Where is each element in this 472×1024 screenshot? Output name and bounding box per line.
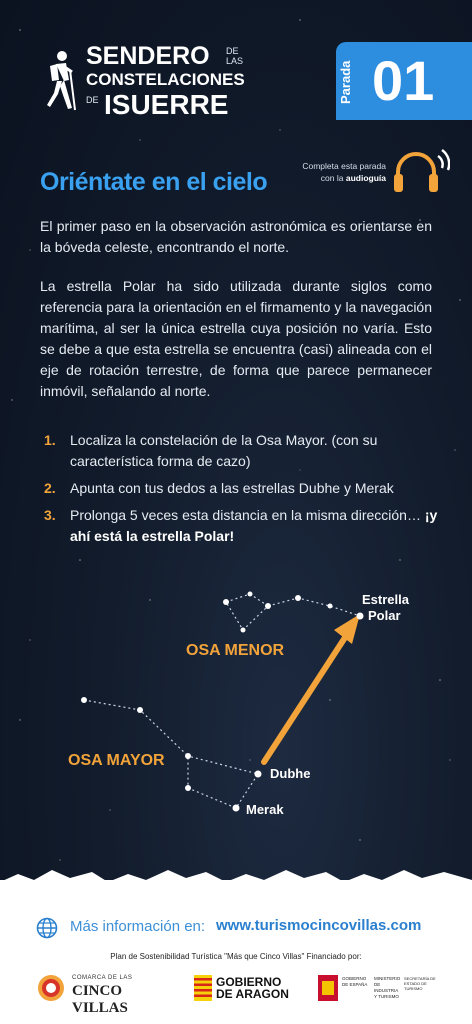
polar-paragraph: La estrella Polar ha sido utilizada durante siglos como referencia para la orientación en el firmamento y la navegación marítima, al ser la única estrella cuya posición no varía. Esto se debe a que esta estrella se encuentra (casi) alineada con el eje de rotación terrestre, de forma que parece permanecer inmóvil, señalando al norte.	[40, 278, 432, 399]
sendero-logo	[42, 44, 257, 124]
step-text: Localiza la constelación de la Osa Mayor. (con su característica forma de cazo)	[70, 432, 378, 469]
polar-label-line1: Estrella	[362, 592, 409, 607]
info-label: Más información en:	[70, 918, 206, 935]
logo-constelaciones: CONSTELACIONES	[86, 70, 245, 89]
stop-label: Parada	[338, 60, 353, 104]
merak-label: Merak	[246, 802, 284, 817]
secretaria-text: SECRETARÍA DE ESTADO DE TURISMO	[404, 976, 436, 991]
gobierno-aragon-line1: GOBIERNO	[216, 975, 282, 989]
audio-note-bold: audioguía	[345, 173, 386, 183]
logo-isuerre: ISUERRE	[104, 89, 229, 120]
sponsor-logos	[0, 966, 472, 1016]
step-text: Prolonga 5 veces esta distancia en la misma dirección…	[70, 507, 425, 523]
section-title: Oriéntate en el cielo	[40, 168, 268, 196]
intro-paragraph: El primer paso en la observación astronómica es orientarse en la bóveda celeste, encontrando el norte.	[40, 218, 432, 255]
logo-de: DE	[86, 95, 99, 105]
globe-icon	[36, 917, 58, 939]
torn-paper-edge	[0, 858, 472, 898]
website-link[interactable]: www.turismocincovillas.com	[216, 917, 422, 934]
list-item	[40, 430, 440, 472]
gobierno-aragon-line2: DE ARAGON	[216, 987, 289, 1001]
more-info	[36, 912, 456, 942]
hiker-icon	[42, 50, 82, 112]
osa-mayor-label: OSA MAYOR	[68, 752, 165, 769]
funding-note: Plan de Sostenibilidad Turística "Más que Cinco Villas" Financiado por:	[110, 952, 362, 961]
gobierno-aragon-logo	[194, 972, 294, 1006]
aragon-flag-icon	[194, 975, 212, 1001]
constellation-diagram	[0, 570, 472, 860]
list-item	[40, 505, 440, 547]
step-number: 1.	[44, 432, 56, 448]
osa-menor-label: OSA MENOR	[186, 642, 285, 659]
audio-guide-note	[280, 160, 386, 184]
sun-icon	[36, 973, 66, 1003]
comarca-cinco-villas-logo	[36, 970, 166, 1016]
stop-badge	[336, 42, 472, 120]
comarca-small: COMARCA DE LAS	[72, 975, 133, 981]
polar-label	[362, 592, 409, 624]
logo-de-las: DE LAS	[226, 46, 244, 66]
comarca-name: CINCO VILLAS	[72, 983, 128, 1016]
dubhe-label: Dubhe	[270, 766, 311, 781]
logo-sendero: SENDERO	[86, 42, 210, 70]
coat-of-arms-icon	[318, 975, 338, 1001]
stop-number: 01	[372, 49, 435, 112]
gob-espana-text: GOBIERNO DE ESPAÑA	[342, 976, 368, 987]
headphones-icon[interactable]	[390, 146, 450, 196]
step-text: Apunta con tus dedos a las estrellas Dubhe y Merak	[70, 480, 394, 496]
step-number: 2.	[44, 480, 56, 496]
ministerio-text: MINISTERIO DE INDUSTRIA Y TURISMO	[374, 976, 401, 999]
gobierno-espana-logo	[318, 972, 438, 1006]
polar-label-line2: Polar	[368, 608, 401, 623]
list-item	[40, 478, 440, 499]
step-text-bold: ¡y ahí está la estrella Polar!	[70, 507, 438, 544]
steps-list	[40, 430, 440, 553]
audio-note-line1: Completa esta parada	[302, 161, 386, 171]
audio-note-line2: con la	[320, 173, 344, 183]
pointer-arrow-head	[334, 614, 360, 644]
step-number: 3.	[44, 507, 56, 523]
